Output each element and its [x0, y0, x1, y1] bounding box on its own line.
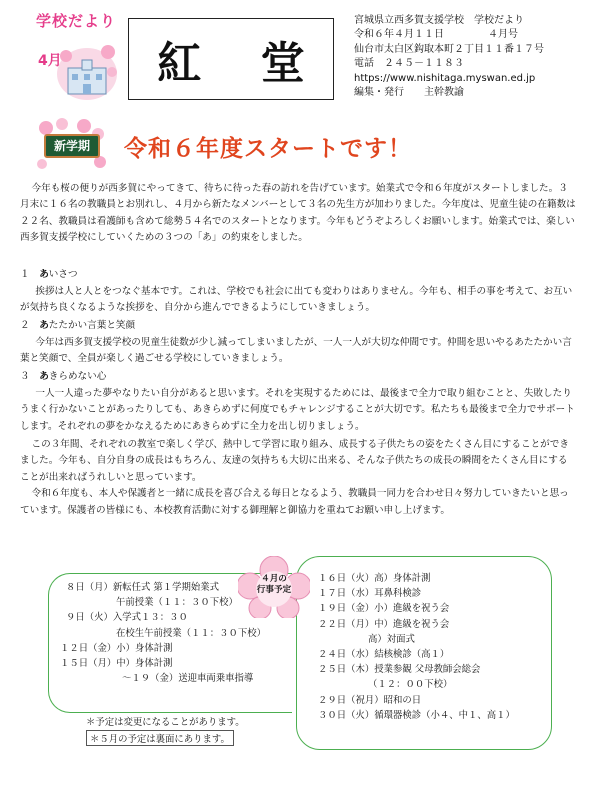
school-building-icon: [52, 38, 122, 104]
headline-title: 令和６年度スタートです！: [124, 136, 412, 162]
school-phone: 電話 ２４５－１１８３: [354, 58, 464, 70]
school-address: 仙台市太白区鈎取本町２丁目１１番１７号: [354, 43, 544, 55]
schedule-note-2: ＊５月の予定は裏面にあります。: [86, 730, 234, 746]
section-body-3: 一人一人違った夢やなりたい自分があると思います。それを実現するためには、最後まで全力で取り組むことと、失敗したりうまく行かないことがあったりしても、あきらめずに何度でもチャレンジすることが大切です。私たちも最後まで全力でサポートします。それぞれの夢をかなえるためにあきらめずに全力を出し切りましょう。: [20, 388, 575, 432]
stamp-label: 新学期: [44, 134, 100, 158]
badge-label: 学校だより: [35, 12, 116, 30]
list-item: 高）対面式: [368, 633, 415, 645]
editor: 編集・発行 主幹教諭: [354, 86, 464, 98]
closing-text-1: この３年間、それぞれの教室で楽しく学び、熱中して学習に取り組み、成長する子供たちの姿をたくさん目にすることができました。今年も、自分自身の成長はもちろん、友達の気持ちも大切に出来る、そんな子供たちの成長の瞬間をたくさん目にすることが出来ればうれしいと思っています。: [20, 439, 569, 483]
list-item: ２２日（月）中）進級を祝う会: [318, 618, 450, 630]
list-item: １５日（月）中）身体計測: [60, 657, 173, 669]
newsletter-title: 紅 堂: [157, 38, 327, 89]
section-body-1: 挨拶は人と人とをつなぐ基本です。これは、学校でも社会に出ても変わりはありません。今年も、相手の事を考えて、お互いが気持ち良くなるような挨拶を、自分から進んでできるようにしていきましょう。: [20, 286, 573, 314]
intro-text: 今年も桜の便りが西多賀にやってきて、待ちに待った春の訪れを告げています。始業式で令和６年度がスタートしました。３月末に１６名の教職員とお別れし、４月から新たなメンバーとして３名の先生方が加わりました。今年度は、児童生徒の在籍数は２２名、教職員は看護師も含めて総勢５４名でのスタートとなります。今年もどうぞよろしくお願いします。始業式では、楽しい西多賀支援学校にしていくための３つの「あ」の約束をしました。: [20, 183, 576, 244]
section-heading-1: １ あいさつ: [20, 269, 78, 280]
new-term-stamp: [36, 116, 106, 172]
list-item: ８日（月）新転任式 第１学期始業式: [66, 582, 219, 593]
list-item: ～１９（金）送迎車両乗車指導: [122, 673, 254, 685]
issue-number: ４月号: [488, 29, 518, 41]
list-item: ２９日（祝月）昭和の日: [318, 694, 422, 706]
school-url[interactable]: https://www.nishitaga.myswan.ed.jp: [354, 72, 536, 84]
closing-paragraphs: [20, 437, 576, 519]
school-info: [354, 14, 544, 100]
list-item: １７日（水）耳鼻科検診: [318, 588, 422, 600]
section-body-2: 今年は西多賀支援学校の児童生徒数が少し減ってしまいましたが、一人一人が大切な仲間です。仲間を思いやるあたたかい言葉と笑顔で、全員が楽しく過ごせる学校にしていきましょう。: [20, 337, 572, 365]
flower-label: ４月の 行事予定: [256, 574, 292, 595]
list-item: １２日（金）小）身体計測: [60, 642, 173, 654]
list-item: １９日（金）小）進級を祝う会: [318, 603, 450, 615]
list-item: 在校生午前授業（１１：３０下校）: [116, 627, 267, 639]
issue-line: [354, 28, 544, 42]
section-heading-2: ２ あたたかい言葉と笑顔: [20, 320, 136, 331]
school-name: 宮城県立西多賀支援学校 学校だより: [354, 15, 524, 26]
schedule-left-list: [60, 580, 267, 686]
schedule-note-1: ＊予定は変更になることがあります。: [86, 717, 245, 728]
list-item: ２４日（水）結核検診（高１）: [318, 648, 450, 660]
list-item: （１２：００下校）: [368, 679, 453, 691]
intro-paragraph: [20, 181, 576, 247]
newsletter-badge: [30, 10, 122, 106]
schedule-right-list: [318, 571, 515, 723]
issue-date: 令和６年４月１１日: [354, 29, 444, 41]
newsletter-title-box: [128, 18, 334, 100]
badge-month: 4月: [38, 53, 62, 69]
list-item: ９日（火）入学式１３：３０: [66, 612, 188, 624]
list-item: 午前授業（１１：３０下校）: [116, 597, 238, 609]
list-item: １６日（火）高）身体計測: [318, 573, 431, 584]
list-item: ３０日（火）循環器検診（小４、中１、高１）: [318, 709, 515, 721]
closing-text-2: 令和６年度も、本人や保護者と一緒に成長を喜び合える毎日となるよう、教職員一同力を合わせ日々努力していきたいと思っています。保護者の皆様にも、本校教育活動に対する御理解と御協力を重ねてお願い申し上げます。: [20, 488, 569, 516]
section-heading-3: ３ あきらめない心: [20, 371, 107, 382]
list-item: ２５日（木）授業参観 父母教師会総会: [318, 664, 481, 676]
